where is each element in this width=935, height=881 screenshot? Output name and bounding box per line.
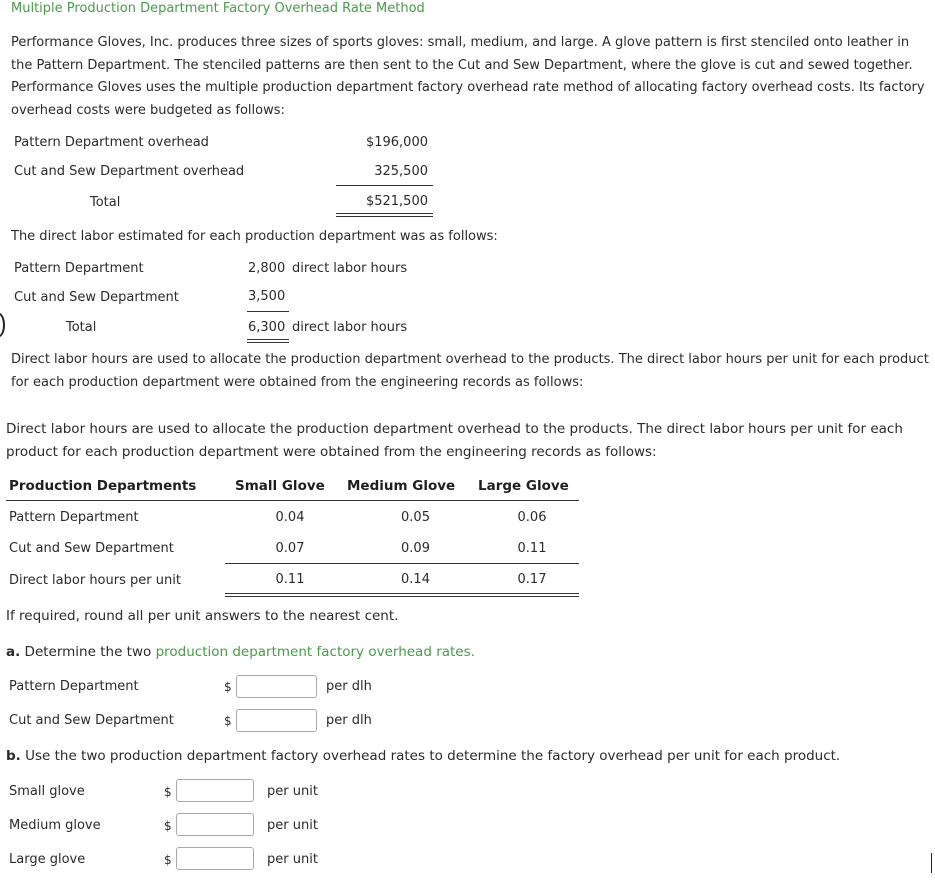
scroll-edge-mark (0, 313, 5, 337)
dlh-intro-1 (11, 349, 929, 394)
overhead-total-label: Total (90, 195, 121, 210)
part-b-label-large: Large glove (9, 852, 86, 867)
small-glove-overhead-input[interactable] (176, 779, 254, 802)
dlh-row-pattern-large: 0.06 (517, 510, 547, 525)
part-a-unit-cutsew: per dlh (326, 713, 372, 728)
cutsew-rate-input[interactable] (236, 709, 317, 732)
dlh-header-medium: Medium Glove (347, 478, 456, 494)
part-b-letter: b. (6, 748, 21, 764)
part-b-unit-small: per unit (267, 784, 318, 799)
dlh-row-pattern-label: Pattern Department (9, 510, 139, 525)
dlh-header-large: Large Glove (478, 478, 569, 494)
dlh-header-departments: Production Departments (9, 478, 197, 494)
part-b-currency-small: $ (164, 785, 172, 799)
overhead-total-double-rule (336, 213, 433, 217)
overhead-label-pattern: Pattern Department overhead (14, 135, 209, 150)
labor-intro: The direct labor estimated for each production department was as follows: (11, 229, 498, 244)
dlh-row-cutsew-label: Cut and Sew Department (9, 541, 174, 556)
part-b-unit-large: per unit (267, 852, 318, 867)
dlh-total-double-rule-small (225, 593, 355, 597)
part-b-label-small: Small glove (9, 784, 85, 799)
overhead-label-cutsew: Cut and Sew Department overhead (14, 164, 245, 179)
part-a-label-pattern: Pattern Department (9, 679, 139, 694)
part-b-currency-large: $ (164, 853, 172, 867)
overhead-value-pattern: $196,000 (365, 135, 428, 150)
dlh-total-label: Direct labor hours per unit (9, 573, 181, 588)
dlh-intro-2 (6, 418, 924, 464)
part-a-letter: a. (6, 644, 21, 660)
labor-value-pattern: 2,800 (248, 261, 286, 276)
rounding-note: If required, round all per unit answers to the nearest cent. (6, 608, 399, 624)
labor-total-value: 6,300 (248, 320, 286, 335)
intro-paragraph (11, 32, 929, 122)
overhead-subtotal-rule (336, 185, 433, 186)
dlh-header-rule (6, 500, 579, 501)
part-b-prompt (6, 748, 840, 764)
dlh-header-small: Small Glove (235, 478, 325, 494)
part-b-text: Use the two production department factory overhead rates to determine the factory overhead per unit for each product. (25, 748, 841, 764)
text-cursor (931, 853, 932, 873)
medium-glove-overhead-input[interactable] (176, 813, 254, 836)
labor-total-double-rule (247, 339, 289, 343)
pattern-rate-input[interactable] (236, 675, 317, 698)
dlh-total-double-rule-large (467, 593, 579, 597)
dlh-row-cutsew-small: 0.07 (275, 541, 305, 556)
dlh-intro-2-text: Direct labor hours are used to allocate the production department overhead to the products. The direct labor hours per unit for each product for each production department were obtained from the engineering records as follows: (6, 421, 903, 460)
labor-total-label: Total (66, 320, 97, 335)
dlh-subtotal-rule-large (467, 563, 579, 564)
dlh-row-pattern-small: 0.04 (275, 510, 305, 525)
dlh-total-large: 0.17 (517, 572, 547, 587)
dlh-total-small: 0.11 (275, 572, 305, 587)
part-a-currency-pattern: $ (224, 680, 232, 694)
dlh-row-cutsew-medium: 0.09 (401, 541, 430, 556)
part-b-label-medium: Medium glove (9, 818, 101, 833)
dlh-subtotal-rule-small (225, 563, 355, 564)
part-a-link[interactable]: production department factory overhead rates. (155, 644, 475, 660)
part-a-label-cutsew: Cut and Sew Department (9, 713, 174, 728)
labor-unit-pattern: direct labor hours (292, 261, 408, 276)
part-a-currency-cutsew: $ (224, 714, 232, 728)
intro-text: Performance Gloves, Inc. produces three sizes of sports gloves: small, medium, and large. A glove pattern is first stenciled onto leather in the Pattern Department. The stenciled patterns are then sent to the Cut and Sew Department, where the glove is cut and sewed together. Performance Gloves uses the multiple production department factory overhead rate method of allocating factory overhead costs. Its factory overhead costs were budgeted as follows: (11, 35, 925, 118)
dlh-total-medium: 0.14 (401, 572, 430, 587)
dlh-intro-1-text: Direct labor hours are used to allocate the production department overhead to the products. The direct labor hours per unit for each product for each production department were obtained from the engineering records as follows: (11, 352, 929, 390)
overhead-total-value: $521,500 (365, 194, 428, 209)
large-glove-overhead-input[interactable] (176, 847, 254, 870)
labor-label-cutsew: Cut and Sew Department (14, 290, 179, 305)
part-b-unit-medium: per unit (267, 818, 318, 833)
part-b-currency-medium: $ (164, 819, 172, 833)
part-a-unit-pattern: per dlh (326, 679, 372, 694)
overhead-value-cutsew: 325,500 (374, 164, 428, 179)
labor-label-pattern: Pattern Department (14, 261, 144, 276)
labor-subtotal-rule (247, 311, 289, 312)
dlh-row-pattern-medium: 0.05 (401, 510, 430, 525)
labor-total-unit: direct labor hours (292, 320, 408, 335)
part-a-prompt (6, 644, 475, 660)
page-title: Multiple Production Department Factory Overhead Rate Method (11, 1, 425, 16)
dlh-row-cutsew-large: 0.11 (517, 541, 547, 556)
labor-value-cutsew: 3,500 (248, 289, 286, 304)
part-a-prefix: Determine the two (24, 644, 152, 660)
